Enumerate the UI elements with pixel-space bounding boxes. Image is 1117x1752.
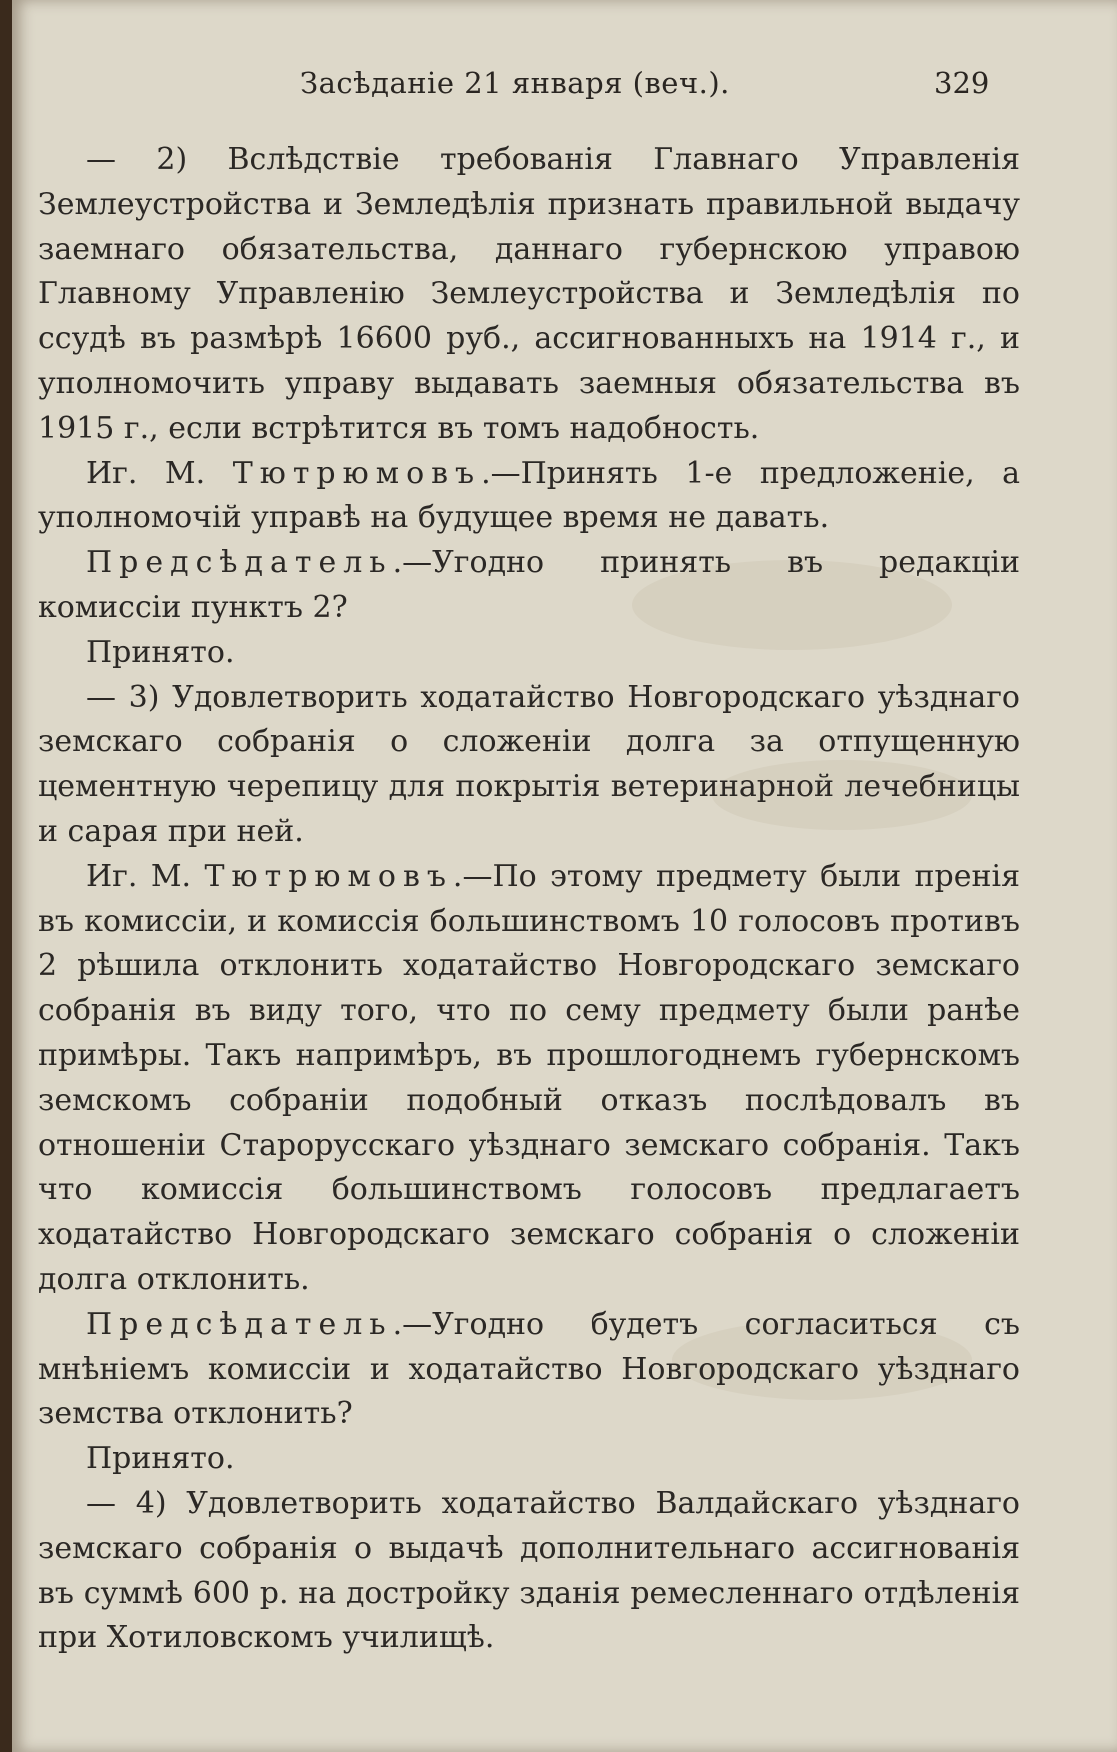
paragraph xyxy=(38,1482,1020,1661)
paragraph xyxy=(38,452,1020,542)
paragraph-text: .—Угодно будетъ согласиться съ мнѣніемъ комиссіи и ходатайство Новгородскаго уѣзднаго земства отклонить? xyxy=(38,1306,1020,1432)
speaker-name: Предсѣдатель xyxy=(86,545,393,581)
paragraph-text: — 2) Вслѣдствіе требованія Главнаго Управленія Землеустройства и Земледѣлія признать правильной выдачу заемнаго обязательства, даннаго губернскою управою Главному Управленію Землеустройства и Земледѣлія по ссудѣ въ размѣрѣ 16600 руб., ассигнованныхъ на 1914 г., и уполномочить управу выдавать заемныя обязательства въ 1915 г., если встрѣтится въ томъ надобность. xyxy=(38,142,1020,446)
body-text xyxy=(38,138,1020,1661)
paragraph-text: — 3) Удовлетворить ходатайство Новгородскаго уѣзднаго земскаго собранія о сложеніи долга за отпущенную цементную черепицу для покрытія ветеринарной лечебницы и сарая при ней. xyxy=(38,679,1020,849)
paragraph-text: Иг. М. xyxy=(86,858,205,894)
page-number: 329 xyxy=(934,66,990,100)
paragraph xyxy=(38,1437,1020,1482)
paragraph xyxy=(38,676,1020,855)
paragraph-text: .—Принять 1-е предложеніе, а уполномочій управѣ на будущее время не давать. xyxy=(38,455,1021,536)
paragraph-text: — 4) Удовлетворить ходатайство Валдайскаго уѣзднаго земскаго собранія о выдачѣ дополнительнаго ассигнованія въ суммѣ 600 р. на достройку зданія ремесленнаго отдѣленія при Хотиловскомъ училищѣ. xyxy=(38,1485,1020,1656)
paragraph xyxy=(38,1303,1020,1437)
paragraph-text: Принято. xyxy=(86,634,235,670)
speaker-name: Тютрюмовъ xyxy=(204,858,453,894)
header-title: Засѣданіе 21 января (веч.). xyxy=(300,66,730,100)
paragraph-text: Принято. xyxy=(86,1441,235,1477)
paragraph-text: Иг. М. xyxy=(86,455,233,491)
paragraph xyxy=(38,855,1020,1303)
paragraph xyxy=(38,631,1020,676)
speaker-name: Тютрюмовъ xyxy=(232,455,482,491)
paragraph xyxy=(38,138,1020,452)
book-page xyxy=(12,0,1117,1752)
running-header xyxy=(12,66,1117,110)
paragraph-text: .—Угодно принять въ редакціи комиссіи пунктъ 2? xyxy=(38,545,1020,625)
speaker-name: Предсѣдатель xyxy=(86,1306,393,1342)
paragraph xyxy=(38,541,1020,631)
paragraph-text: .—По этому предмету были пренія въ комиссіи, и комиссія большинствомъ 10 голосовъ противъ 2 рѣшила отклонить ходатайство Новгородскаго земскаго собранія въ виду того, что по сему предмету были ранѣе примѣры. Такъ напримѣръ, въ прошлогоднемъ губернскомъ земскомъ собраніи подобный отказъ послѣдовалъ въ отношеніи Старорусскаго уѣзднаго земскаго собранія. Такъ что комиссія большинствомъ голосовъ предлагаетъ ходатайство Новгородскаго земскаго собранія о сложеніи долга отклонить. xyxy=(38,858,1020,1297)
